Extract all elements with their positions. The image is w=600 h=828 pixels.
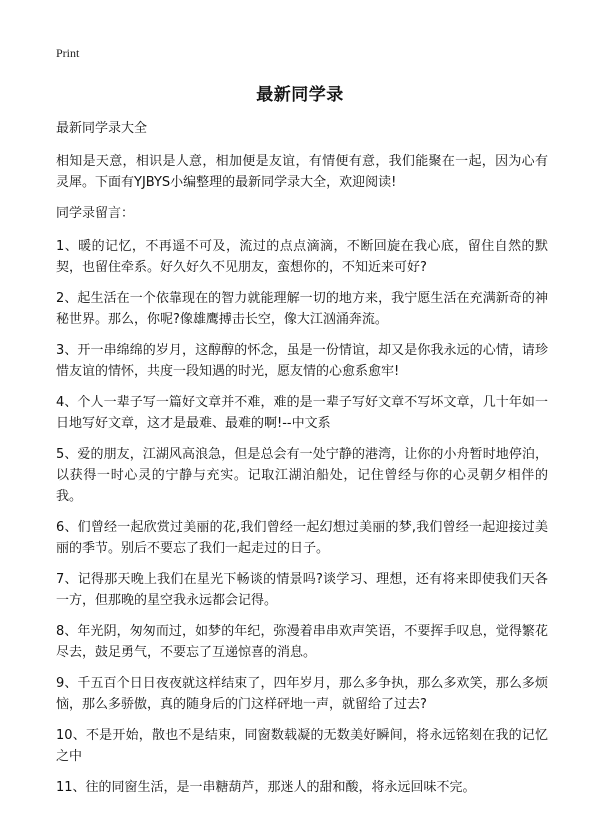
- message-item-7: 7、记得那天晚上我们在星光下畅谈的情景吗?谈学习、理想，还有将来即使我们天各一方，但那晚的星空我永远都会记得。: [56, 572, 548, 608]
- article-subtitle: 最新同学录大全: [56, 121, 148, 136]
- message-item-11: 11、往的同窗生活，是一串糖葫芦，那迷人的甜和酸，将永远回味不完。: [56, 780, 476, 795]
- message-item-10: 10、不是开始，散也不是结束，同窗数载凝的无数美好瞬间，将永远铭刻在我的记忆之中: [56, 728, 548, 764]
- section-label: 同学录留言：: [56, 206, 135, 221]
- article-body: [56, 118, 548, 808]
- message-item-4: 4、个人一辈子写一篇好文章并不难，难的是一辈子写好文章不写坏文章，几十年如一日地写好文章，这才是最难、最难的啊!--中文系: [56, 395, 548, 431]
- message-item-1: 1、暖的记忆，不再遥不可及，流过的点点滴滴，不断回旋在我心底，留住自然的默契，也留住牵系。好久好久不见朋友，蛮想你的，不知近来可好?: [56, 239, 548, 275]
- message-item-3: 3、开一串绵绵的岁月，这醇醇的怀念，虽是一份情谊，却又是你我永远的心情，请珍惜友谊的情怀，共度一段知遇的时光，愿友情的心愈系愈牢!: [56, 343, 548, 379]
- message-item-8: 8、年光阴，匆匆而过，如梦的年纪，弥漫着串串欢声笑语，不要挥手叹息，觉得繁花尽去，鼓足勇气，不要忘了互递惊喜的消息。: [56, 624, 548, 660]
- message-item-9: 9、千五百个日日夜夜就这样结束了，四年岁月，那么多争执，那么多欢笑，那么多烦恼，那么多骄傲，真的随身后的门这样砰地一声，就留给了过去?: [56, 676, 548, 712]
- page-title: 最新同学录: [256, 85, 344, 105]
- message-item-6: 6、们曾经一起欣赏过美丽的花,我们曾经一起幻想过美丽的梦,我们曾经一起迎接过美丽的季节。别后不要忘了我们一起走过的日子。: [56, 520, 548, 556]
- message-item-5: 5、爱的朋友，江湖风高浪急，但是总会有一处宁静的港湾，让你的小舟暂时地停泊，以获得一时心灵的宁静与充实。记取江湖泊船处，记住曾经与你的心灵朝夕相伴的我。: [56, 447, 548, 504]
- print-link[interactable]: Print: [56, 46, 80, 60]
- message-item-2: 2、起生活在一个依靠现在的智力就能理解一切的地方来，我宁愿生活在充满新奇的神秘世界。那么，你呢?像雄鹰搏击长空，像大江汹涌奔流。: [56, 291, 548, 327]
- article-intro: 相知是天意，相识是人意，相加便是友谊，有情便有意，我们能聚在一起，因为心有灵犀。下面有YJBYS小编整理的最新同学录大全，欢迎阅读!: [56, 154, 548, 190]
